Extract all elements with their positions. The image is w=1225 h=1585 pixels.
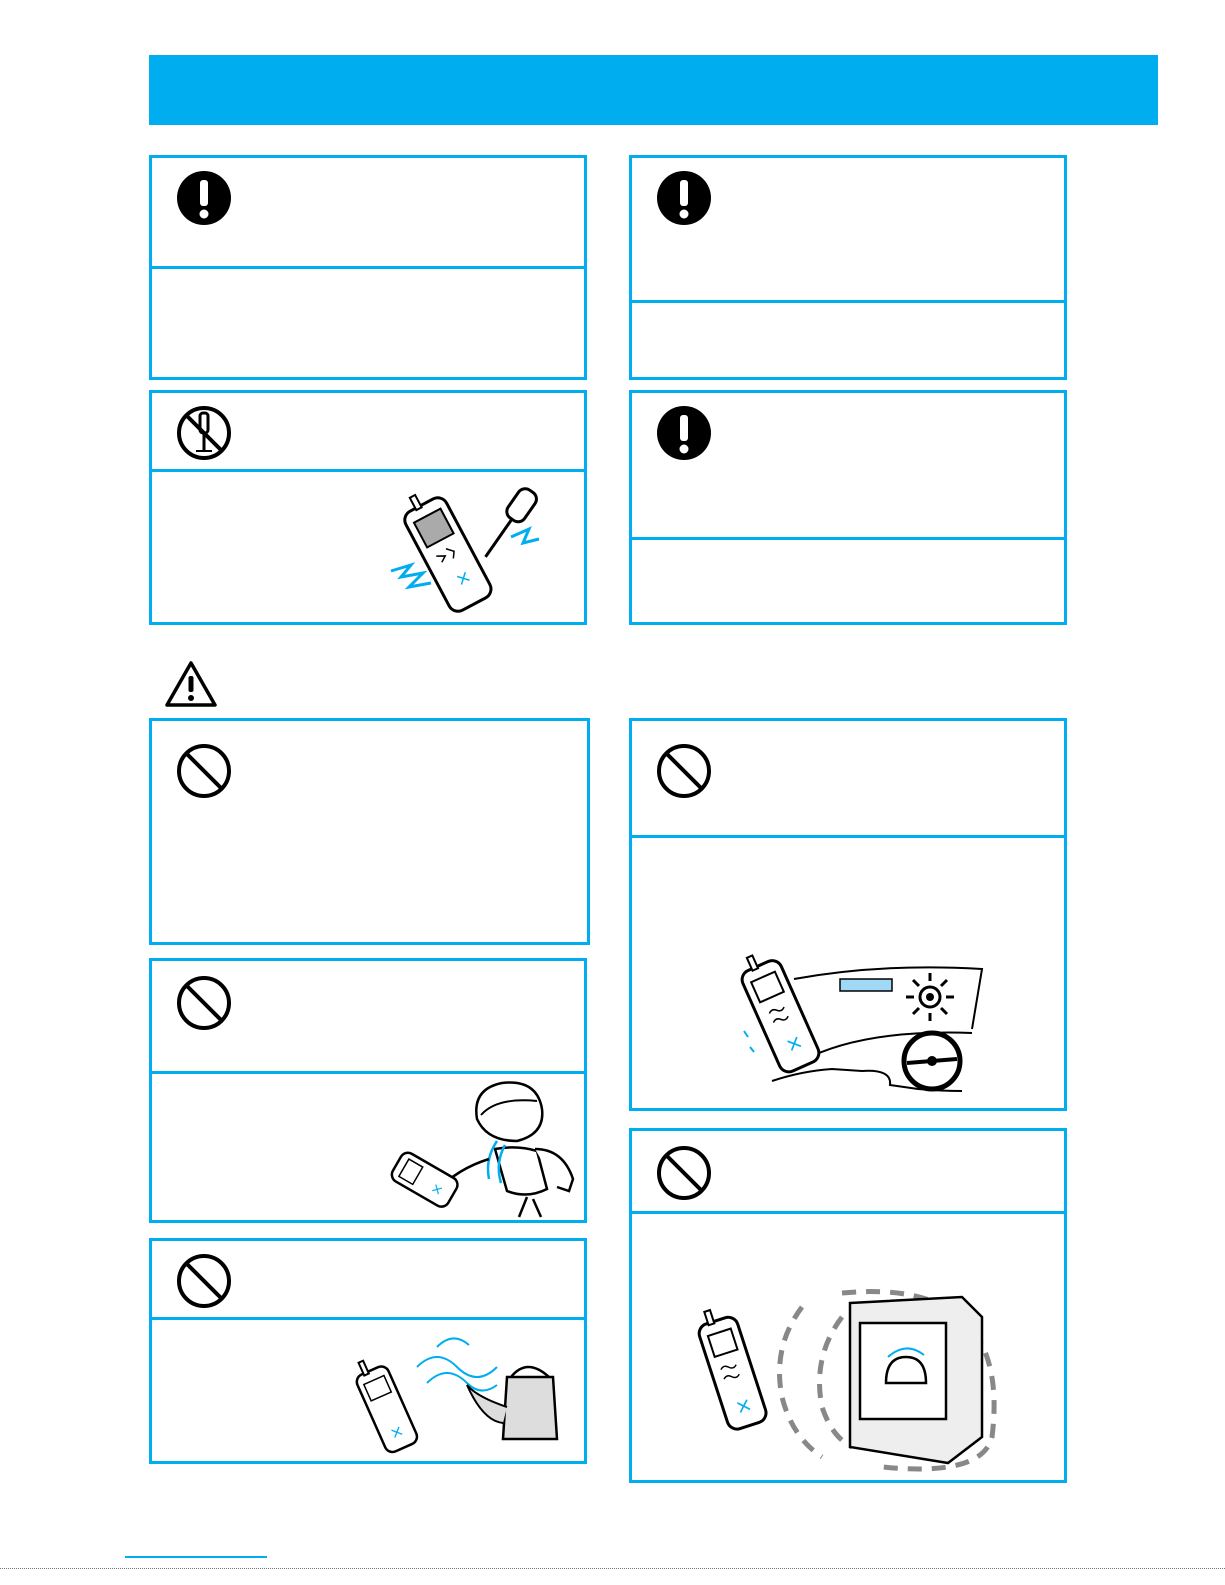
phone-microwave-illustration [692, 1287, 1012, 1477]
panel-no-disassembly [149, 390, 587, 625]
panel-divider [632, 1211, 1064, 1214]
svg-text:×: × [781, 1028, 807, 1058]
phone-car-dashboard-sun-illustration [742, 951, 992, 1101]
svg-text:×: × [731, 1391, 756, 1420]
panel-divider [632, 300, 1064, 303]
svg-text:×: × [427, 1180, 448, 1199]
prohibited-icon [656, 743, 712, 799]
page-edge-dotted-line [0, 1568, 1225, 1569]
phone-screwdriver-illustration [387, 485, 547, 617]
mandatory-exclamation-icon [656, 405, 712, 461]
panel-divider [632, 537, 1064, 540]
panel-divider [152, 1071, 584, 1074]
panel-mandatory-1 [149, 155, 587, 380]
panel-divider [152, 469, 584, 472]
phone-kettle-steam-illustration [357, 1327, 567, 1457]
panel-divider [632, 835, 1064, 838]
prohibited-icon [656, 1145, 712, 1201]
panel-divider [152, 266, 584, 269]
panel-prohibited-2 [629, 718, 1067, 1111]
prohibited-icon [176, 1253, 232, 1309]
panel-prohibited-5 [149, 1238, 587, 1464]
no-disassembly-icon [176, 405, 232, 461]
child-reaching-phone-illustration [377, 1079, 587, 1219]
header-bar [149, 55, 1158, 125]
panel-mandatory-3 [629, 390, 1067, 625]
prohibited-icon [176, 975, 232, 1031]
prohibited-icon [176, 743, 232, 799]
svg-text:×: × [386, 1420, 407, 1444]
footer-rule [125, 1556, 267, 1558]
panel-prohibited-4 [629, 1128, 1067, 1483]
mandatory-exclamation-icon [176, 170, 232, 226]
panel-prohibited-3 [149, 958, 587, 1223]
mandatory-exclamation-icon [656, 170, 712, 226]
panel-divider [152, 1317, 584, 1320]
caution-triangle-icon [165, 660, 217, 708]
svg-text:×: × [451, 565, 476, 592]
panel-prohibited-1 [149, 718, 590, 945]
panel-mandatory-2 [629, 155, 1067, 380]
